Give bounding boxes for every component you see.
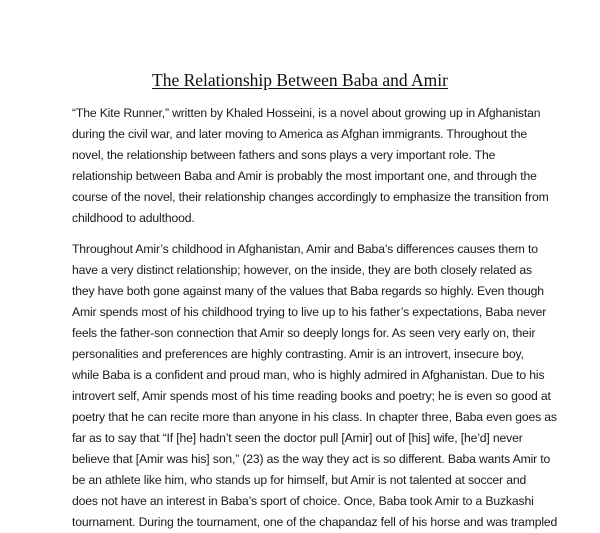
paragraph-line: tournament. During the tournament, one of the chapandaz fell of his horse and was trampled xyxy=(72,515,558,529)
paragraph-line: poetry that he can recite more than anyone in his class. In chapter three, Baba even goes as xyxy=(72,410,557,424)
paragraph-line: course of the novel, their relationship changes accordingly to emphasize the transition from xyxy=(72,190,549,204)
paragraph-line: Throughout Amir’s childhood in Afghanistan, Amir and Baba’s differences causes them to xyxy=(72,242,538,256)
paragraph-line: while Baba is a confident and proud man, who is highly admired in Afghanistan. Due to his xyxy=(72,368,545,382)
paragraph-line: have a very distinct relationship; however, on the inside, they are both closely related as xyxy=(72,263,532,277)
paragraph-line: “The Kite Runner,” written by Khaled Hosseini, is a novel about growing up in Afghanistan xyxy=(72,106,541,120)
paragraph-line: personalities and preferences are highly contrasting. Amir is an introvert, insecure boy, xyxy=(72,347,524,361)
paragraph-line: be an athlete like him, who stands up for himself, but Amir is not talented at soccer and xyxy=(72,473,527,487)
document-title: The Relationship Between Baba and Amir xyxy=(152,70,448,90)
paragraph-2 xyxy=(72,239,558,533)
paragraph-line: introvert self, Amir spends most of his time reading books and poetry; he is even so good at xyxy=(72,389,551,403)
paragraph-line: Amir spends most of his childhood trying to live up to his father’s expectations, Baba never xyxy=(72,305,547,319)
paragraph-line: believe that [Amir was his] son,” (23) as the way they act is so different. Baba wants Amir to xyxy=(72,452,551,466)
paragraph-line: childhood to adulthood. xyxy=(72,211,195,225)
paragraph-line: does not have an interest in Baba’s sport of choice. Once, Baba took Amir to a Buzkashi xyxy=(72,494,534,508)
paragraph-1 xyxy=(72,103,549,229)
paragraph-line: feels the father-son connection that Amir so deeply longs for. As seen very early on, their xyxy=(72,326,536,340)
paragraph-line: novel, the relationship between fathers and sons plays a very important role. The xyxy=(72,148,496,162)
paragraph-line: they have both gone against many of the values that Baba regards so highly. Even though xyxy=(72,284,544,298)
paragraph-line: far as to say that “If [he] hadn’t seen the doctor pull [Amir] out of [his] wife, [he’d] never xyxy=(72,431,523,445)
paragraph-line: during the civil war, and later moving to America as Afghan immigrants. Throughout the xyxy=(72,127,527,141)
paragraph-line: relationship between Baba and Amir is probably the most important one, and through the xyxy=(72,169,537,183)
